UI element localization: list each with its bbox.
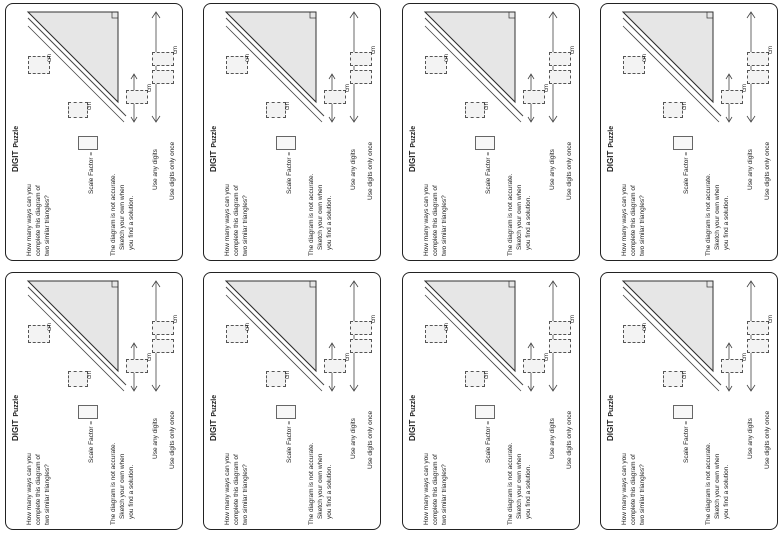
rule-any-digits: Use any digits [747, 149, 754, 190]
brand-label: DIGIT [209, 150, 218, 172]
brand-label: DIGIT [408, 419, 417, 441]
unit-label: cm [444, 54, 450, 62]
question-line: How many ways can you [423, 453, 430, 525]
puzzle-card-4 [600, 3, 778, 261]
star-icon [761, 222, 778, 261]
rule-digits-once: Use digits only once [764, 410, 771, 469]
question-line: two similar triangles? [242, 464, 249, 525]
answer-box-large-arrow-a[interactable] [350, 52, 372, 66]
card-title [607, 395, 616, 441]
question-line: How many ways can you [26, 184, 33, 256]
star-icon [364, 222, 381, 261]
answer-box-small-arrow[interactable] [126, 359, 148, 373]
answer-box-large-arrow-b[interactable] [747, 339, 769, 353]
puzzle-label: Puzzle [211, 394, 218, 417]
card-title [409, 395, 418, 441]
question-line: How many ways can you [621, 184, 628, 256]
scale-factor-box[interactable] [78, 405, 98, 419]
unit-label: cm [87, 102, 93, 110]
unit-label: cm [245, 54, 251, 62]
unit-label: cm [285, 371, 291, 379]
unit-label: cm [484, 371, 490, 379]
card-title [409, 126, 418, 172]
note-line: Sketch your own when [317, 453, 324, 519]
note-line: you find a solution. [128, 195, 135, 250]
unit-label: cm [544, 353, 550, 361]
puzzle-card-6 [203, 272, 381, 530]
puzzle-card-5 [5, 272, 183, 530]
answer-box-large-arrow-a[interactable] [152, 321, 174, 335]
answer-box-bottom-side[interactable] [266, 371, 286, 387]
brand-label: DIGIT [606, 419, 615, 441]
question-line: complete this diagram of [35, 454, 42, 525]
question-line: two similar triangles? [639, 195, 646, 256]
puzzle-label: Puzzle [608, 394, 615, 417]
answer-box-large-arrow-a[interactable] [747, 52, 769, 66]
answer-box-large-arrow-a[interactable] [747, 321, 769, 335]
note-line: Sketch your own when [714, 453, 721, 519]
answer-box-bottom-side[interactable] [663, 371, 683, 387]
answer-box-small-arrow[interactable] [523, 359, 545, 373]
scale-factor-label: Scale Factor = [485, 420, 492, 463]
question-line: How many ways can you [621, 453, 628, 525]
scale-factor-box[interactable] [673, 405, 693, 419]
unit-label: cm [544, 84, 550, 92]
note-line: you find a solution. [723, 464, 730, 519]
note-line: The diagram is not accurate. [507, 442, 514, 525]
unit-label: cm [444, 323, 450, 331]
unit-label: cm [371, 46, 377, 54]
note-line: you find a solution. [326, 195, 333, 250]
note-line: The diagram is not accurate. [705, 442, 712, 525]
brand-label: DIGIT [11, 150, 20, 172]
question-line: How many ways can you [224, 453, 231, 525]
note-line: you find a solution. [128, 464, 135, 519]
unit-label: cm [570, 46, 576, 54]
question-line: How many ways can you [423, 184, 430, 256]
question-line: complete this diagram of [233, 185, 240, 256]
unit-label: cm [742, 84, 748, 92]
answer-box-bottom-side[interactable] [465, 102, 485, 118]
star-icon [364, 491, 381, 530]
star-icon [166, 222, 183, 261]
unit-label: cm [768, 315, 774, 323]
answer-box-small-arrow[interactable] [324, 359, 346, 373]
question-line: two similar triangles? [441, 195, 448, 256]
star-icon [166, 491, 183, 530]
note-line: you find a solution. [525, 195, 532, 250]
unit-label: cm [484, 102, 490, 110]
answer-box-large-arrow-b[interactable] [549, 70, 571, 84]
rule-any-digits: Use any digits [350, 149, 357, 190]
answer-box-large-arrow-b[interactable] [747, 70, 769, 84]
scale-factor-box[interactable] [673, 136, 693, 150]
card-title [12, 395, 21, 441]
answer-box-large-arrow-b[interactable] [350, 70, 372, 84]
scale-factor-box[interactable] [78, 136, 98, 150]
answer-box-large-arrow-b[interactable] [350, 339, 372, 353]
scale-factor-label: Scale Factor = [286, 420, 293, 463]
question-line: How many ways can you [26, 453, 33, 525]
rule-digits-once: Use digits only once [169, 410, 176, 469]
puzzle-card-3 [402, 3, 580, 261]
answer-box-large-arrow-a[interactable] [152, 52, 174, 66]
brand-label: DIGIT [11, 419, 20, 441]
question-line: two similar triangles? [441, 464, 448, 525]
rule-any-digits: Use any digits [152, 418, 159, 459]
answer-box-large-arrow-b[interactable] [549, 339, 571, 353]
answer-box-large-arrow-a[interactable] [549, 321, 571, 335]
unit-label: cm [173, 315, 179, 323]
unit-label: cm [285, 102, 291, 110]
unit-label: cm [47, 54, 53, 62]
card-title [210, 395, 219, 441]
scale-factor-box[interactable] [475, 405, 495, 419]
answer-box-bottom-side[interactable] [68, 102, 88, 118]
puzzle-card-7 [402, 272, 580, 530]
rule-digits-once: Use digits only once [367, 410, 374, 469]
answer-box-large-arrow-b[interactable] [152, 339, 174, 353]
scale-factor-box[interactable] [475, 136, 495, 150]
card-title [607, 126, 616, 172]
note-line: The diagram is not accurate. [308, 442, 315, 525]
unit-label: cm [345, 84, 351, 92]
note-line: you find a solution. [723, 195, 730, 250]
unit-label: cm [742, 353, 748, 361]
note-line: The diagram is not accurate. [507, 173, 514, 256]
puzzle-label: Puzzle [13, 394, 20, 417]
card-title [210, 126, 219, 172]
question-line: complete this diagram of [233, 454, 240, 525]
question-line: complete this diagram of [35, 185, 42, 256]
note-line: The diagram is not accurate. [110, 442, 117, 525]
puzzle-label: Puzzle [211, 125, 218, 148]
scale-factor-label: Scale Factor = [485, 151, 492, 194]
scale-factor-label: Scale Factor = [286, 151, 293, 194]
question-line: two similar triangles? [242, 195, 249, 256]
puzzle-card-2 [203, 3, 381, 261]
question-line: complete this diagram of [630, 454, 637, 525]
answer-box-bottom-side[interactable] [68, 371, 88, 387]
note-line: The diagram is not accurate. [110, 173, 117, 256]
unit-label: cm [768, 46, 774, 54]
answer-box-small-arrow[interactable] [721, 359, 743, 373]
rule-any-digits: Use any digits [549, 149, 556, 190]
note-line: Sketch your own when [317, 184, 324, 250]
rule-digits-once: Use digits only once [764, 141, 771, 200]
question-line: How many ways can you [224, 184, 231, 256]
answer-box-bottom-side[interactable] [465, 371, 485, 387]
answer-box-small-arrow[interactable] [126, 90, 148, 104]
answer-box-small-arrow[interactable] [324, 90, 346, 104]
answer-box-small-arrow[interactable] [523, 90, 545, 104]
rule-digits-once: Use digits only once [566, 141, 573, 200]
puzzle-card-8 [600, 272, 778, 530]
note-line: Sketch your own when [516, 184, 523, 250]
unit-label: cm [47, 323, 53, 331]
question-line: two similar triangles? [44, 464, 51, 525]
card-title [12, 126, 21, 172]
rule-digits-once: Use digits only once [566, 410, 573, 469]
answer-box-small-arrow[interactable] [721, 90, 743, 104]
unit-label: cm [682, 371, 688, 379]
rule-digits-once: Use digits only once [169, 141, 176, 200]
scale-factor-label: Scale Factor = [683, 420, 690, 463]
scale-factor-box[interactable] [276, 405, 296, 419]
scale-factor-box[interactable] [276, 136, 296, 150]
answer-box-large-arrow-a[interactable] [350, 321, 372, 335]
star-icon [563, 222, 580, 261]
scale-factor-label: Scale Factor = [683, 151, 690, 194]
unit-label: cm [147, 353, 153, 361]
note-line: The diagram is not accurate. [705, 173, 712, 256]
puzzle-label: Puzzle [410, 394, 417, 417]
unit-label: cm [682, 102, 688, 110]
answer-box-bottom-side[interactable] [266, 102, 286, 118]
unit-label: cm [173, 46, 179, 54]
question-line: two similar triangles? [44, 195, 51, 256]
puzzle-label: Puzzle [410, 125, 417, 148]
unit-label: cm [371, 315, 377, 323]
answer-box-bottom-side[interactable] [663, 102, 683, 118]
rule-digits-once: Use digits only once [367, 141, 374, 200]
question-line: complete this diagram of [432, 185, 439, 256]
puzzle-card-1 [5, 3, 183, 261]
note-line: Sketch your own when [119, 184, 126, 250]
brand-label: DIGIT [606, 150, 615, 172]
answer-box-large-arrow-b[interactable] [152, 70, 174, 84]
unit-label: cm [87, 371, 93, 379]
star-icon [563, 491, 580, 530]
brand-label: DIGIT [408, 150, 417, 172]
puzzle-label: Puzzle [608, 125, 615, 148]
note-line: you find a solution. [326, 464, 333, 519]
unit-label: cm [642, 54, 648, 62]
question-line: two similar triangles? [639, 464, 646, 525]
scale-factor-label: Scale Factor = [88, 151, 95, 194]
puzzle-label: Puzzle [13, 125, 20, 148]
unit-label: cm [570, 315, 576, 323]
note-line: The diagram is not accurate. [308, 173, 315, 256]
brand-label: DIGIT [209, 419, 218, 441]
question-line: complete this diagram of [630, 185, 637, 256]
note-line: Sketch your own when [714, 184, 721, 250]
scale-factor-label: Scale Factor = [88, 420, 95, 463]
unit-label: cm [245, 323, 251, 331]
answer-box-large-arrow-a[interactable] [549, 52, 571, 66]
note-line: Sketch your own when [119, 453, 126, 519]
star-icon [761, 491, 778, 530]
rule-any-digits: Use any digits [152, 149, 159, 190]
rule-any-digits: Use any digits [350, 418, 357, 459]
note-line: Sketch your own when [516, 453, 523, 519]
unit-label: cm [147, 84, 153, 92]
unit-label: cm [642, 323, 648, 331]
question-line: complete this diagram of [432, 454, 439, 525]
rule-any-digits: Use any digits [549, 418, 556, 459]
rule-any-digits: Use any digits [747, 418, 754, 459]
unit-label: cm [345, 353, 351, 361]
note-line: you find a solution. [525, 464, 532, 519]
